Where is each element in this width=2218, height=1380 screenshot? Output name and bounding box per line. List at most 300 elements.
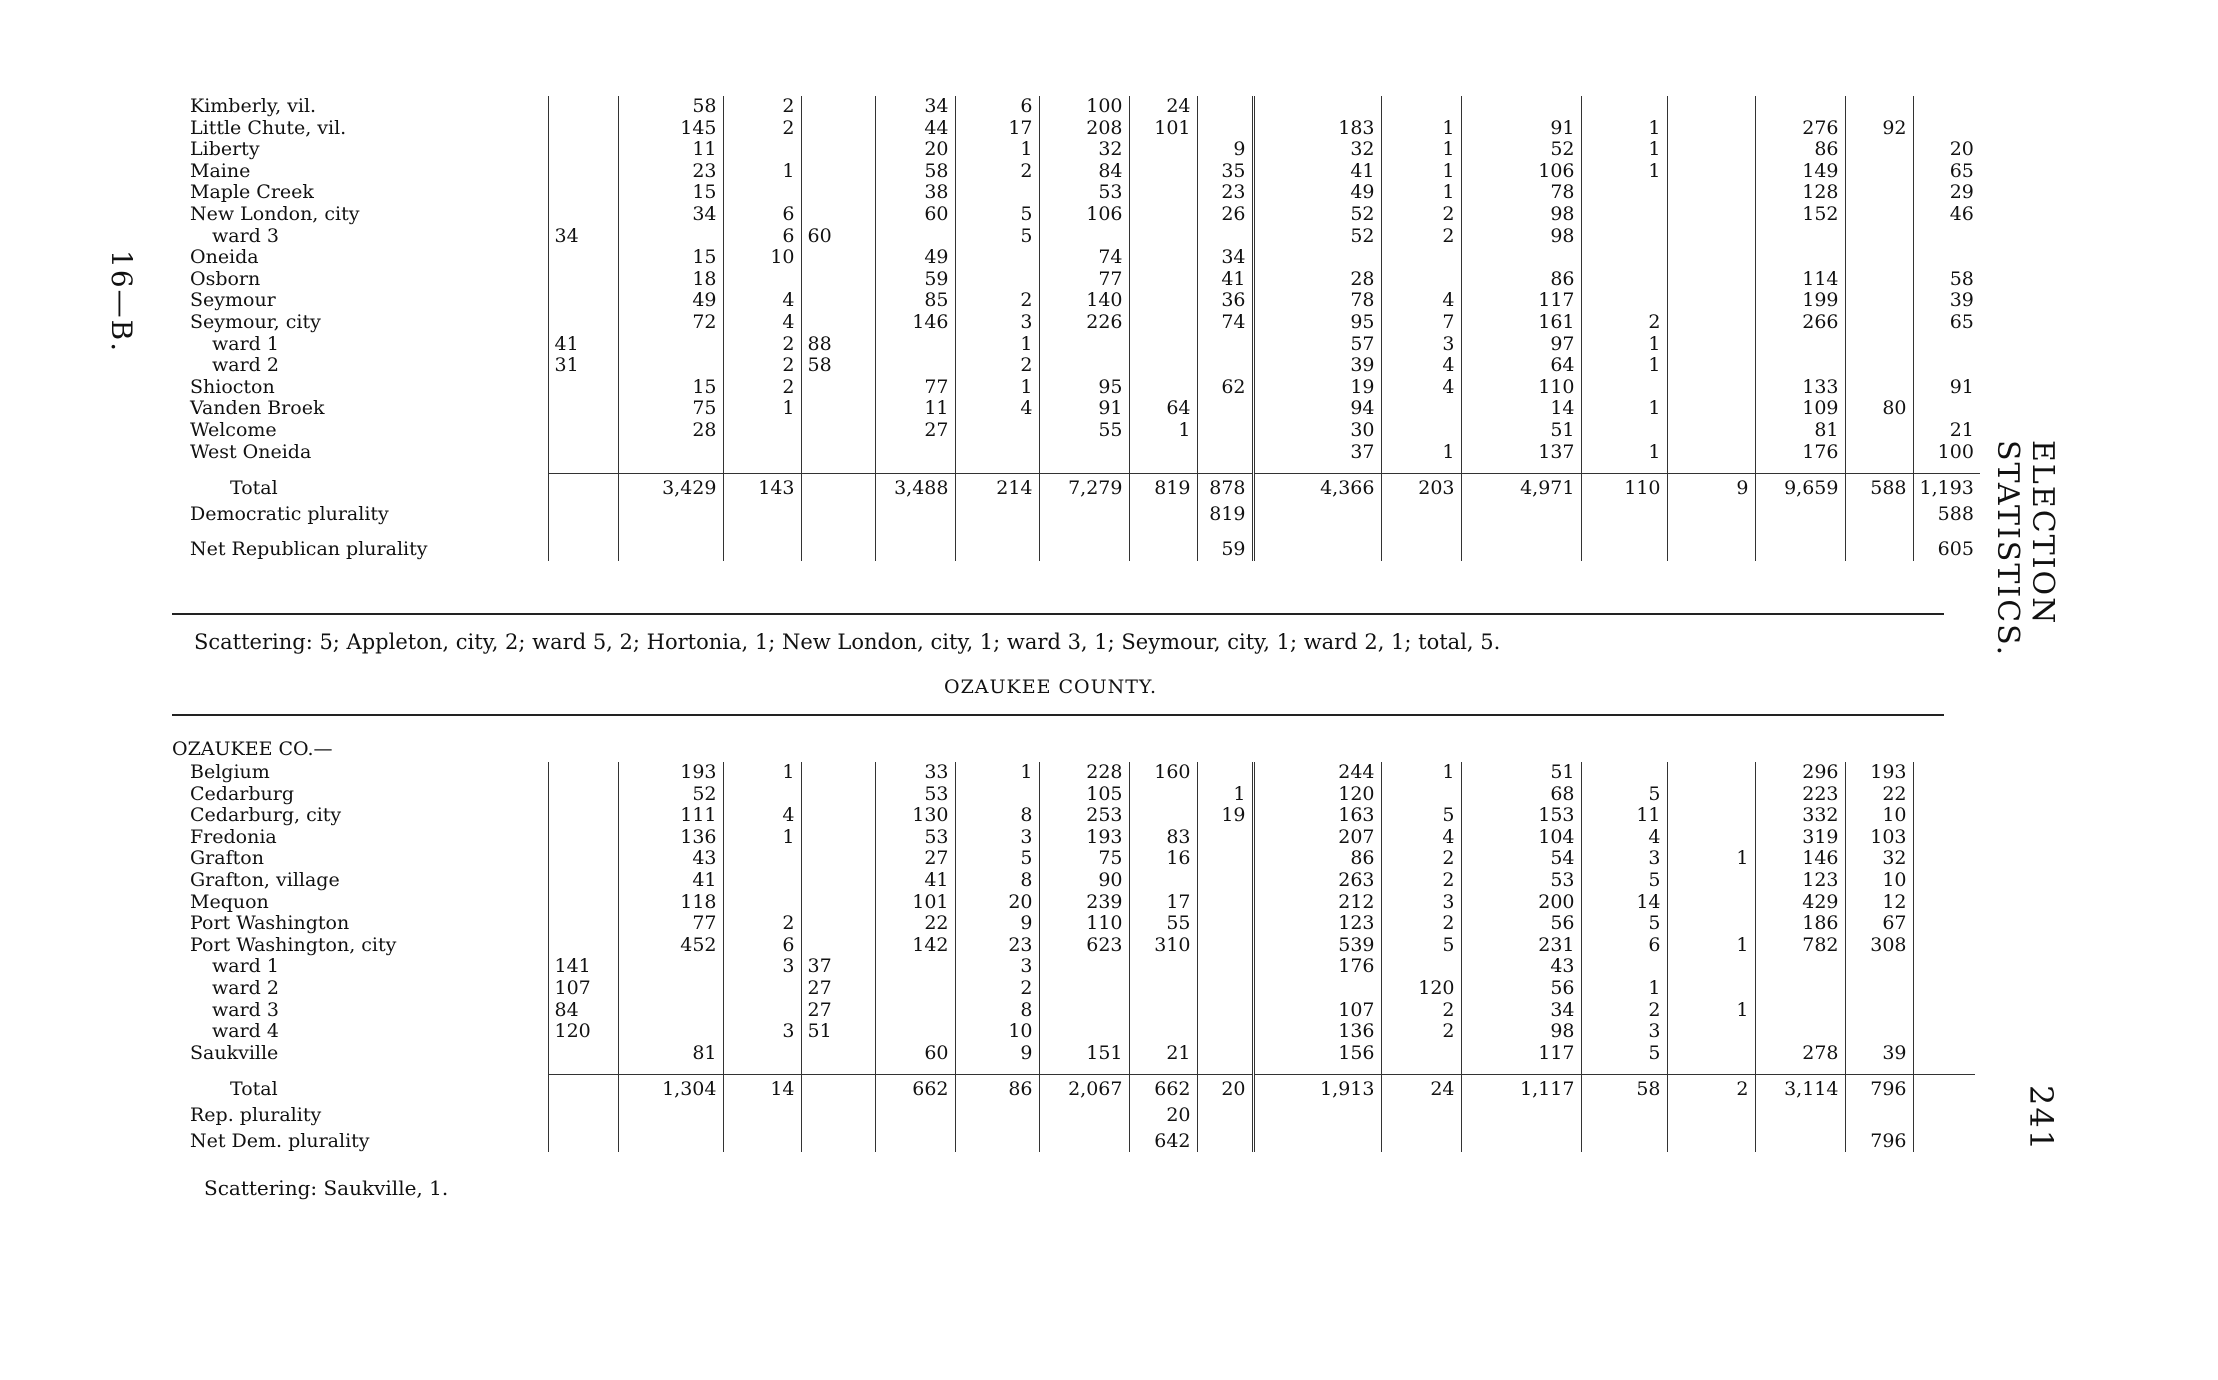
table-cell [1913,118,1980,140]
table-cell [1845,535,1913,561]
table-cell [723,420,801,442]
table-cell: 109 [1755,398,1845,420]
table-cell [723,1127,801,1153]
table-cell: 6 [955,96,1039,118]
table-cell [1129,269,1197,291]
table-cell: 1 [1667,848,1755,870]
table-cell: 23 [955,935,1039,957]
plurality-row [170,1101,1975,1127]
table-cell: 18 [618,269,723,291]
table-cell: 5 [1381,935,1461,957]
table-cell: 101 [875,892,955,914]
table-cell [1913,870,1975,892]
table-row [170,1021,1975,1043]
table-cell: 34 [548,226,618,248]
table-cell: 28 [618,420,723,442]
table-cell: 15 [618,377,723,399]
table-cell [1129,312,1197,334]
table-cell: 55 [1129,913,1197,935]
table-cell: 2 [1381,848,1461,870]
table-cell [875,1000,955,1022]
row-label: Democratic plurality [190,502,389,525]
table-cell: 64 [1461,355,1581,377]
table-cell: 92 [1845,118,1913,140]
table-row [170,935,1975,957]
table-cell: 65 [1913,161,1980,183]
table-cell [1129,535,1197,561]
table-cell: 1 [1581,442,1667,464]
table-cell [1845,204,1913,226]
table-cell: 200 [1461,892,1581,914]
table-cell [955,247,1039,269]
table-cell [1845,161,1913,183]
table-cell [1667,913,1755,935]
table-cell: 20 [1913,139,1980,161]
table-cell: 1 [1381,118,1461,140]
table-cell [1755,334,1845,356]
table-cell: 296 [1755,762,1845,784]
table-cell: 41 [548,334,618,356]
table-cell: 231 [1461,935,1581,957]
table-cell [801,1075,875,1101]
table-cell: 1 [1381,161,1461,183]
table-cell [723,535,801,561]
table-cell [1913,978,1975,1000]
table-cell: 88 [801,334,875,356]
table-cell [1845,355,1913,377]
table-cell [875,355,955,377]
plurality-row [170,1127,1975,1153]
table-row [170,226,1980,248]
table-cell [1913,1075,1975,1101]
row-label: Grafton, village [190,869,340,891]
table-cell [1581,247,1667,269]
table-cell: 429 [1755,892,1845,914]
table-cell: 58 [618,96,723,118]
table-cell: 1,913 [1253,1075,1381,1101]
table-cell: 58 [801,355,875,377]
outagamie-table [170,96,1980,561]
table-cell [723,1000,801,1022]
table-cell: 52 [1461,139,1581,161]
table-cell: 5 [1581,870,1667,892]
table-cell: 86 [1755,139,1845,161]
table-cell: 4,366 [1253,474,1381,500]
table-cell: 2 [1381,870,1461,892]
table-cell [801,182,875,204]
table-cell: 54 [1461,848,1581,870]
row-label: Vanden Broek [190,398,325,420]
table-cell: 9 [955,1043,1039,1065]
table-cell [723,442,801,464]
table-cell: 2 [1381,226,1461,248]
table-cell [618,355,723,377]
table-cell [548,118,618,140]
table-cell: 95 [1253,312,1381,334]
table-cell [1845,139,1913,161]
table-cell: 95 [1039,377,1129,399]
table-cell: 27 [801,1000,875,1022]
table-cell: 35 [1197,161,1253,183]
table-cell [801,161,875,183]
table-cell: 84 [1039,161,1129,183]
table-row [170,1043,1975,1065]
table-cell [1845,442,1913,464]
table-cell [548,420,618,442]
table-cell [1381,535,1461,561]
table-cell: 24 [1381,1075,1461,1101]
table-row [170,398,1980,420]
table-cell: 49 [618,290,723,312]
table-cell [955,442,1039,464]
table-cell [875,956,955,978]
table-cell: 34 [875,96,955,118]
table-cell: 27 [875,420,955,442]
table-cell [1461,1127,1581,1153]
table-cell: 37 [1253,442,1381,464]
table-cell: 7 [1381,312,1461,334]
table-cell: 4 [723,290,801,312]
table-cell: 2 [723,355,801,377]
spacer-row [170,1064,1975,1075]
table-cell [1845,978,1913,1000]
plurality-row [170,500,1980,526]
row-label: Fredonia [190,826,277,848]
table-cell [1039,500,1129,526]
table-cell: 53 [875,827,955,849]
table-cell [1913,1127,1975,1153]
table-row [170,290,1980,312]
table-cell: 44 [875,118,955,140]
table-cell [618,1021,723,1043]
row-label: Saukville [190,1042,279,1064]
table-cell: 10 [723,247,801,269]
table-cell: 1 [1381,442,1461,464]
table-cell: 57 [1253,334,1381,356]
table-cell: 59 [1197,535,1253,561]
table-cell [618,500,723,526]
row-label: Net Dem. plurality [190,1129,370,1152]
table-cell: 78 [1461,182,1581,204]
table-cell [1913,762,1975,784]
table-cell [1197,226,1253,248]
table-cell: 2 [955,355,1039,377]
table-cell [801,805,875,827]
table-row [170,978,1975,1000]
table-cell [1667,247,1755,269]
table-cell: 90 [1039,870,1129,892]
table-cell: 1 [1581,355,1667,377]
table-cell [875,535,955,561]
table-cell [548,762,618,784]
table-cell [1913,1101,1975,1127]
table-cell [548,247,618,269]
table-cell [1039,1000,1129,1022]
table-row [170,870,1975,892]
table-cell: 100 [1913,442,1980,464]
table-cell [1581,1101,1667,1127]
table-cell [1461,96,1581,118]
table-cell: 58 [1913,269,1980,291]
table-cell: 1 [1197,784,1253,806]
table-cell: 51 [1461,420,1581,442]
table-cell: 20 [1129,1101,1197,1127]
table-row [170,892,1975,914]
table-cell [1197,935,1253,957]
total-row [170,1075,1975,1101]
table-cell [801,312,875,334]
table-cell: 308 [1845,935,1913,957]
table-cell: 39 [1845,1043,1913,1065]
table-cell [723,182,801,204]
row-label: Seymour, city [190,311,321,333]
table-cell: 20 [955,892,1039,914]
table-cell [1381,398,1461,420]
table-cell: 77 [875,377,955,399]
table-cell: 39 [1913,290,1980,312]
table-cell: 106 [1039,204,1129,226]
table-cell: 27 [875,848,955,870]
spacer-row [170,525,1980,535]
table-cell: 56 [1461,978,1581,1000]
table-cell: 7,279 [1039,474,1129,500]
table-cell: 97 [1461,334,1581,356]
row-label: New London, city [190,203,360,225]
table-cell: 72 [618,312,723,334]
table-cell: 100 [1039,96,1129,118]
table-cell [1197,398,1253,420]
table-cell [1581,1127,1667,1153]
table-cell: 77 [618,913,723,935]
table-cell: 1 [1381,762,1461,784]
table-cell [1667,355,1755,377]
table-cell [548,204,618,226]
table-cell: 146 [875,312,955,334]
table-cell: 10 [1845,870,1913,892]
table-cell [801,784,875,806]
table-cell: 120 [548,1021,618,1043]
table-cell [801,269,875,291]
table-cell: 14 [1461,398,1581,420]
table-cell: 4 [1381,355,1461,377]
table-cell [1667,762,1755,784]
table-cell: 14 [723,1075,801,1101]
table-cell [1667,870,1755,892]
table-cell [955,535,1039,561]
table-cell: 1,193 [1913,474,1980,500]
table-cell [618,334,723,356]
table-cell [1667,290,1755,312]
table-cell: 15 [618,182,723,204]
table-cell [1581,269,1667,291]
table-cell [1913,247,1980,269]
row-label: ward 2 [212,355,279,377]
table-cell [801,892,875,914]
table-cell: 91 [1913,377,1980,399]
table-cell: 5 [1581,784,1667,806]
table-cell [1667,118,1755,140]
table-cell [955,1101,1039,1127]
table-cell: 6 [723,204,801,226]
table-cell [1581,377,1667,399]
table-cell [1913,96,1980,118]
table-cell [1197,1043,1253,1065]
table-cell [1667,500,1755,526]
table-cell: 452 [618,935,723,957]
table-cell: 4 [1381,827,1461,849]
table-cell: 2 [1381,1021,1461,1043]
table-cell [1755,535,1845,561]
table-cell [1755,96,1845,118]
table-cell [1129,204,1197,226]
table-cell: 605 [1913,535,1980,561]
table-cell: 110 [1461,377,1581,399]
table-cell: 1 [1581,334,1667,356]
table-cell [618,226,723,248]
table-cell [1913,913,1975,935]
table-cell: 193 [618,762,723,784]
table-cell: 163 [1253,805,1381,827]
table-cell: 3,488 [875,474,955,500]
table-cell [548,892,618,914]
table-cell [1845,420,1913,442]
table-cell [801,474,875,500]
table-cell [1197,442,1253,464]
table-cell: 114 [1755,269,1845,291]
row-label: Port Washington [190,913,350,935]
table-cell: 9 [1197,139,1253,161]
table-row [170,805,1975,827]
table-row [170,762,1975,784]
table-cell: 4 [1381,290,1461,312]
table-cell [875,442,955,464]
table-cell: 78 [1253,290,1381,312]
table-cell: 21 [1129,1043,1197,1065]
row-label: Total [230,476,278,499]
table-cell [1667,956,1755,978]
table-cell: 123 [1755,870,1845,892]
table-cell: 19 [1197,805,1253,827]
table-cell: 53 [1039,182,1129,204]
table-cell: 34 [618,204,723,226]
table-cell [875,226,955,248]
table-cell: 11 [875,398,955,420]
table-cell: 4 [1381,377,1461,399]
table-cell [1039,956,1129,978]
table-cell: 32 [1845,848,1913,870]
table-row [170,827,1975,849]
table-cell: 28 [1253,269,1381,291]
table-cell: 83 [1129,827,1197,849]
table-cell [548,805,618,827]
row-label: Port Washington, city [190,934,397,956]
table-cell [548,161,618,183]
table-cell [723,848,801,870]
table-cell: 107 [1253,1000,1381,1022]
table-cell: 80 [1845,398,1913,420]
table-cell: 266 [1755,312,1845,334]
table-cell [1913,805,1975,827]
rule-lower-top [172,714,1944,716]
row-label: ward 4 [212,1021,279,1043]
table-cell [1039,442,1129,464]
table-cell: 101 [1129,118,1197,140]
running-head: ELECTION STATISTICS. [1990,440,2060,658]
table-cell [801,848,875,870]
table-cell: 16 [1129,848,1197,870]
table-cell: 117 [1461,1043,1581,1065]
table-cell: 53 [1461,870,1581,892]
table-cell [1197,420,1253,442]
table-cell [1039,1021,1129,1043]
table-cell [1129,1021,1197,1043]
table-cell: 120 [1253,784,1381,806]
table-cell: 39 [1253,355,1381,377]
table-cell [1381,1101,1461,1127]
table-cell [1039,226,1129,248]
table-cell: 819 [1197,500,1253,526]
table-cell: 142 [875,935,955,957]
table-cell [801,96,875,118]
table-cell [1667,1101,1755,1127]
table-cell: 3 [723,1021,801,1043]
table-cell [1381,956,1461,978]
table-cell [1129,784,1197,806]
table-cell: 30 [1253,420,1381,442]
table-cell [548,442,618,464]
row-label: Maple Creek [190,182,314,204]
table-cell [801,827,875,849]
table-cell: 91 [1039,398,1129,420]
table-cell [548,290,618,312]
table-cell: 2 [723,118,801,140]
table-row [170,442,1980,464]
table-cell [1381,420,1461,442]
table-cell: 176 [1755,442,1845,464]
table-cell: 23 [618,161,723,183]
table-cell [1667,1127,1755,1153]
table-cell: 1 [955,139,1039,161]
table-cell [1755,247,1845,269]
table-cell: 3 [723,956,801,978]
table-cell: 319 [1755,827,1845,849]
table-cell: 23 [1197,182,1253,204]
table-cell: 58 [875,161,955,183]
table-cell: 3 [1381,334,1461,356]
table-cell: 137 [1461,442,1581,464]
table-cell [955,784,1039,806]
table-row [170,312,1980,334]
table-cell [875,978,955,1000]
table-cell: 1 [1667,1000,1755,1022]
table-cell: 128 [1755,182,1845,204]
table-cell: 123 [1253,913,1381,935]
table-cell [1381,96,1461,118]
table-cell: 85 [875,290,955,312]
table-cell [1913,1021,1975,1043]
table-cell [1581,956,1667,978]
table-cell: 160 [1129,762,1197,784]
table-cell [1381,269,1461,291]
table-cell [801,935,875,957]
table-cell: 52 [618,784,723,806]
table-cell: 75 [1039,848,1129,870]
row-label: Cedarburg, city [190,805,342,827]
table-cell [618,1000,723,1022]
table-cell: 41 [618,870,723,892]
table-cell [1913,398,1980,420]
table-cell: 60 [875,204,955,226]
